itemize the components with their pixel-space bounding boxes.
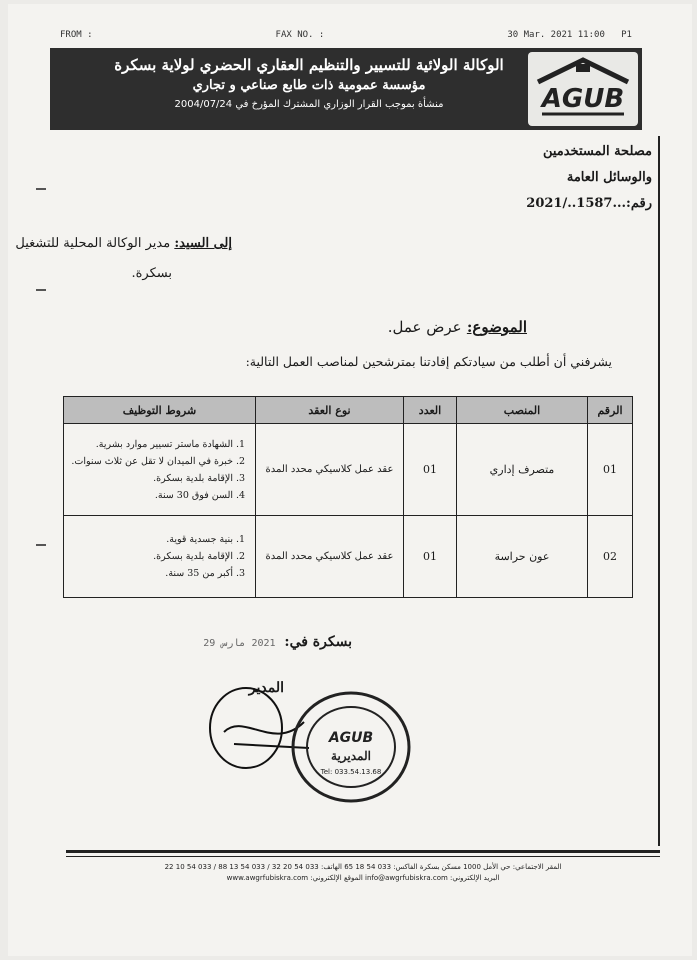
subject-label: الموضوع: [466,318,527,336]
table-header-row [64,397,633,424]
recipient-label: إلى السيد: [174,236,232,251]
condition-item: 3. أكبر من 35 سنة. [70,565,233,582]
reference-number: رقم:...1587../2021 [526,196,652,211]
logo-icon [528,52,638,126]
recipient-city: بسكرة. [131,266,172,281]
job-offers-table [63,396,633,598]
department-line-2: والوسائل العامة [566,170,652,185]
agency-type: مؤسسة عمومية ذات طابع صناعي و تجاري [192,78,426,93]
letterhead-banner [50,48,642,130]
subject-value: عرض عمل. [387,318,462,336]
recipient-name: مدير الوكالة المحلية للتشغيل [15,236,171,251]
director-title: المدير [248,680,284,696]
col-header-post: المنصب [457,397,588,424]
department-line-1: مصلحة المستخدمين [542,144,652,159]
subject-line [388,318,527,336]
table-row [64,424,633,516]
official-stamp [290,690,412,804]
col-header-count: العدد [404,397,457,424]
condition-item: 4. السن فوق 30 سنة. [70,487,233,504]
fax-from: FROM : [60,30,93,40]
row-number: 02 [588,516,633,598]
margin-mark [36,289,46,291]
condition-item: 1. الشهادة ماستر تسيير موارد بشرية. [70,436,233,453]
row-post: عون حراسة [457,516,588,598]
table-row [64,516,633,598]
col-header-number: الرقم [588,397,633,424]
right-border-line [658,136,660,846]
agency-decree: منشأة بموجب القرار الوزاري المشترك المؤرخ في 2004/07/24 [174,99,444,110]
row-contract: عقد عمل كلاسيكي محدد المدة [256,516,404,598]
row-number: 01 [588,424,633,516]
condition-item: 3. الإقامة بلدية بسكرة. [70,470,233,487]
footer-rule [66,850,660,853]
stamp-phone: Tel: 033.54.13.68 [320,768,382,776]
fax-header [60,30,632,40]
col-header-contract: نوع العقد [256,397,404,424]
row-count: 01 [404,516,457,598]
footer-web: البريد الإلكتروني: info@awgrfubiskra.com الموقع الإلكتروني: www.awgrfubiskra.com [226,874,500,882]
row-conditions [64,516,256,598]
row-conditions [64,424,256,516]
row-count: 01 [404,424,457,516]
date-value: 2021 مارس 29 [203,638,276,649]
place-and-date [203,634,352,650]
footer-address: المقر الاجتماعي: حي الأمل 1000 مسكن بسكرة الفاكس: 033 54 18 65 الهاتف: 033 54 20 32 / 033 54 13 88 / 033 54 10 22 [164,863,562,871]
row-contract: عقد عمل كلاسيكي محدد المدة [256,424,404,516]
document-sheet [8,4,692,956]
intro-text: يشرفني أن أطلب من سيادتكم إفادتنا بمترشحين لمناصب العمل التالية: [245,354,612,369]
recipient-line [12,236,232,251]
place-label: بسكرة في: [284,634,352,650]
condition-item: 2. الإقامة بلدية بسكرة. [70,548,233,565]
condition-item: 2. خبرة في الميدان لا تقل عن ثلاث سنوات. [70,453,233,470]
footer-rule-thin [66,856,660,857]
agency-logo [528,52,638,126]
footer-contact [68,862,658,884]
svg-text:AGUB: AGUB [541,84,625,114]
col-header-conditions: شروط التوظيف [64,397,256,424]
stamp-label: المديرية [331,749,371,763]
margin-mark [36,188,46,190]
row-post: متصرف إداري [457,424,588,516]
fax-number: FAX NO. : [275,30,325,40]
agency-name: الوكالة الولائية للتسيير والتنظيم العقاري الحضري لولاية بسكرة [114,56,504,74]
letterhead-text [94,54,524,114]
fax-datetime: 30 Mar. 2021 11:00 P1 [507,30,632,40]
condition-item: 1. بنية جسدية قوية. [70,531,233,548]
stamp-logo-text: AGUB [328,730,374,746]
margin-mark [36,544,46,546]
